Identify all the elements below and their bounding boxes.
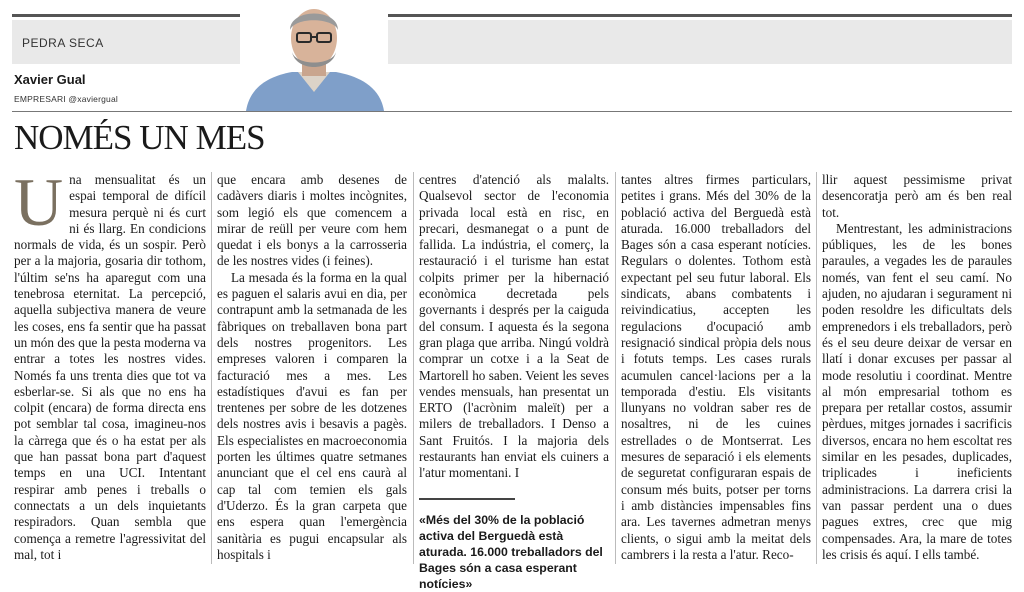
title-rule	[12, 111, 1012, 112]
header-band	[12, 20, 1012, 64]
column-4	[621, 172, 811, 564]
body-paragraph: llir aquest pessimisme privat desencoratja però am és ben real tot.	[822, 172, 1012, 220]
column-2	[217, 172, 407, 564]
column-divider	[816, 172, 817, 564]
body-paragraph: tantes altres firmes particulars, petites i grans. Més del 30% de la població activa del Berguedà està aturada. 16.000 treballadors del Bages són a casa esperant notícies. Regulars o dolentes. Tothom està expectant pel seu futur laboral. Els sindicats, abans combatents i reivindicatius, accepten les regulacions d'ocupació amb resignació sindical pròpia dels nous i fotuts temps. Les cases rurals acumulen cancel·lacions per a la temporada d'estiu. Els visitants llunyans no voldran saber res de nosaltres, ni de les cuines estrellades o de Montserrat. Les mesures de separació i els elements de seguretat configuraran espais de consum més buits, potser per torns i amb distàncies impensables fins ara. Les tavernes admetran menys clients, o sigui amb la meitat dels cambrers i la resta a l'atur. Reco-	[621, 172, 811, 562]
top-rule	[12, 14, 1012, 17]
body-paragraph: La mesada és la forma en la qual es paguen el salaris avui en dia, per contrapunt amb la setmanada de les fàbriques on treballaven bona part dels nostres progenitors. Les empreses valoren i comparen la facturació mes a mes. Les estadístiques d'avui es fan per trentenes per sobre de les dotzenes dels nostres avis i besavis a pagès. Els especialistes en macroeconomia porten les últimes quatre setmanes anunciant que el cel ens caurà al cap tal com temien els gals d'Uderzo. És la gran carpeta que ens espera quan l'emergència sanitària es pugui encapsular als hospitals i	[217, 269, 407, 562]
body-paragraph: Mentrestant, les administracions públiques, les de les bones paraules, a vegades les de paraules només, van fent el seu camí. No ajuden, no ajudaran i segurament ni poden resoldre les dificultats dels emprenedors i els treballadors, però és el seu deure deixar de versar en llatí i donar excuses per passar al mode resolutiu i coordinat. Mentre al món empresarial tothom es prepara per retallar costos, assumir pèrdues, mitges jornades i sacrificis diversos, encara no hem escoltat res similar en les pesades, duplicades, triplicades i ineficients administracions. La darrera crisi la van passar perdent una o dues pagues extres, crec que mig compensades. Ara, la mare de totes les crisis és aquí. I ells també.	[822, 220, 1012, 562]
author-role: EMPRESARI @xaviergual	[14, 94, 119, 104]
column-divider	[615, 172, 616, 564]
column-3	[419, 172, 609, 591]
article-title: NOMÉS UN MES	[14, 118, 265, 157]
pullquote: «Més del 30% de la població activa del Berguedà està aturada. 16.000 treballadors del Bages són a casa esperant notícies»	[419, 512, 603, 591]
author-photo	[240, 0, 388, 111]
body-paragraph: na mensualitat és un espai temporal de difícil mesura perquè ni és curt ni és llarg. En condicions normals de vida, és un sospir. Però per a la majoria, gosaria dir tothom, l'últim se'ns ha aparegut com una tenebrosa eternitat. La percepció, aquella subjectiva manera de veure les coses, ens fa sentir que ha passat un món des que la pesta moderna va entrar a totes les nostres vides. Només fa uns trenta dies que tot va esberlar-se. Si als que no ens ha colpit (encara) de forma directa ens pot semblar tal cosa, imagineu-nos la càrrega que és o ha estat per als que han passat bona part d'aquest temps en una UCI. Intentant respirar amb penes i treballs o connectats a un dels inquietants respiradors. Quan sembla que comença a remetre l'agressivitat del mal, tot i	[14, 172, 206, 562]
column-1	[14, 164, 206, 564]
body-paragraph: que encara amb desenes de cadàvers diaris i moltes incògnites, som legió els que comencem a mirar de reüll per veure com hem quedat i els bonys a la carrosseria de les nostres vides (i feines).	[217, 172, 407, 269]
column-5	[822, 172, 1012, 564]
pullquote-rule	[419, 498, 515, 500]
body-paragraph: centres d'atenció als malalts. Qualsevol sector de l'economia privada local està en risc, en precari, desmanegat o a punt de fallida. La indústria, el comerç, la restauració i el turisme han estat colpits primer per la hibernació econòmica decretada pels governants i després per la caiguda del consum. I aquesta és la segona gran plaga que arriba. Ningú voldrà comprar un cotxe i a la Seat de Martorell ho saben. Veient les seves vendes mensuals, han presentat un ERTO (l'acrònim maleït) per a milers de treballadors. I Denso a Sant Fruitós. I la majoria dels restaurants han enviat els cuiners a l'atur momentani. I	[419, 172, 609, 481]
drop-cap: U	[14, 164, 64, 240]
section-label: PEDRA SECA	[22, 36, 104, 50]
author-name: Xavier Gual	[14, 72, 86, 87]
column-divider	[413, 172, 414, 564]
column-divider	[211, 172, 212, 564]
